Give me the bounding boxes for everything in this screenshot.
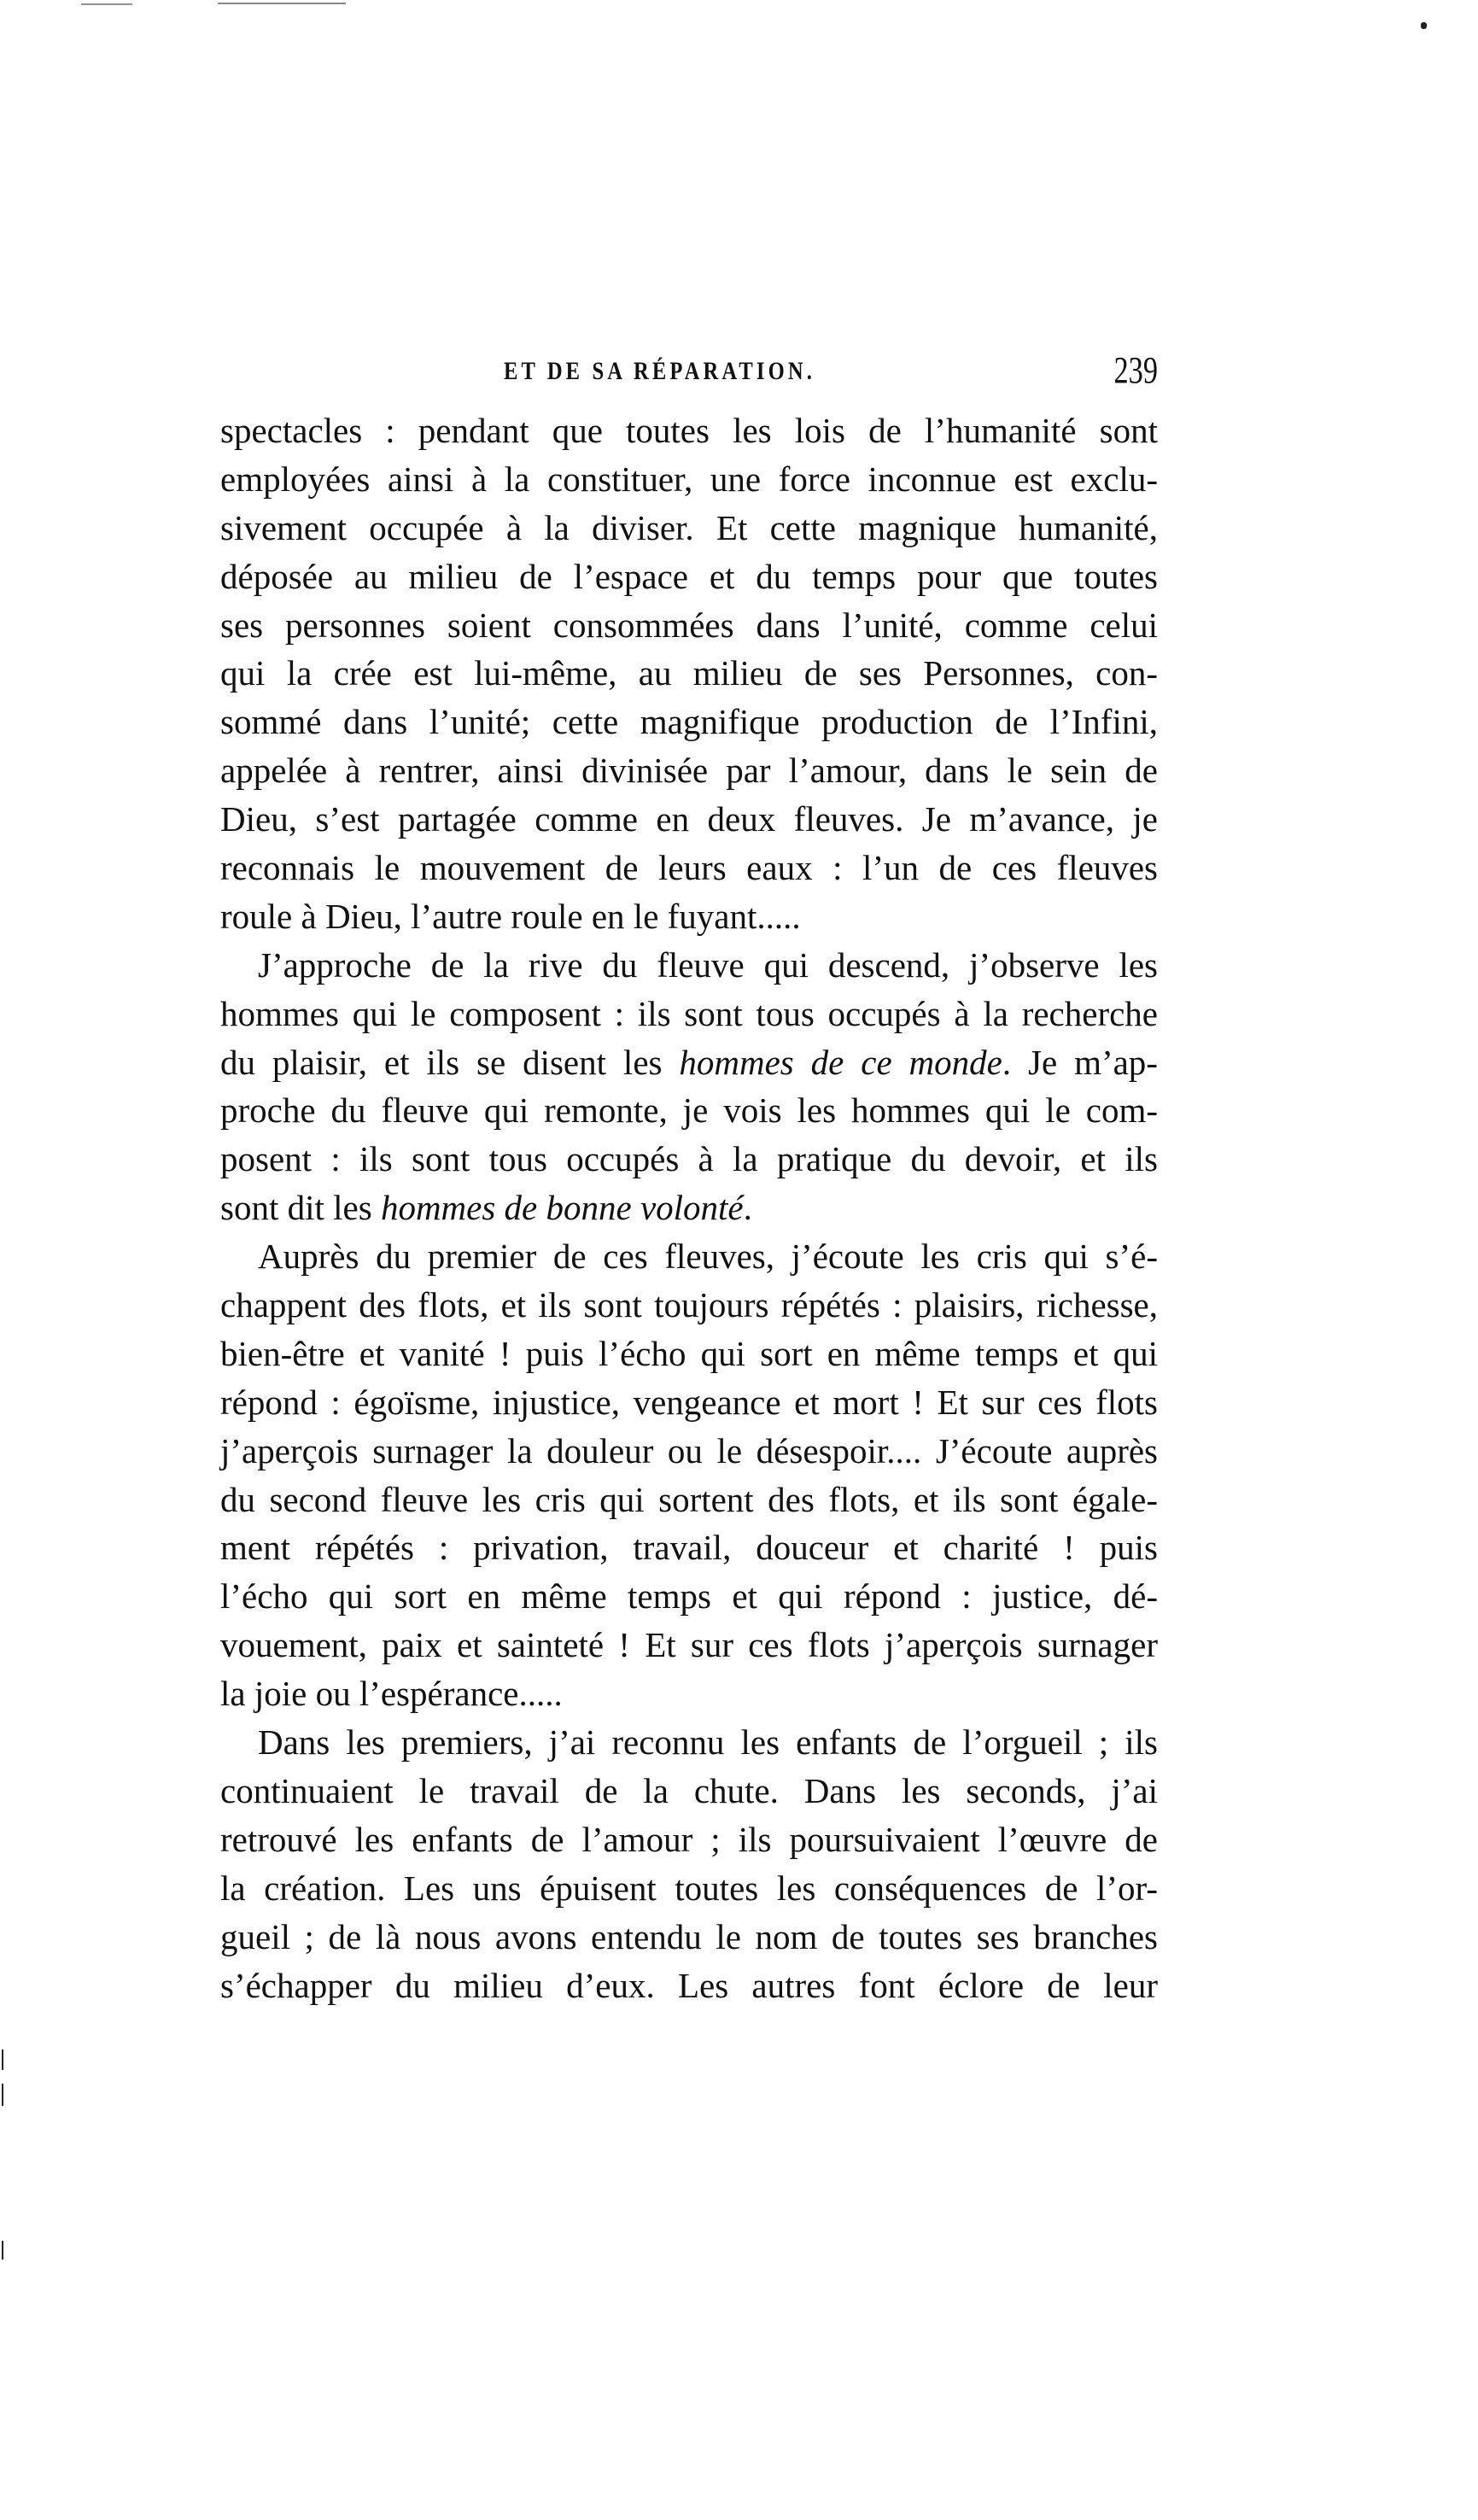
line-content: [220, 406, 1158, 455]
page-number: 239: [1113, 349, 1158, 391]
text-segment: ment répétés : privation, travail, douceur et charité ! puis: [220, 1528, 1158, 1568]
line-content: [220, 1767, 1158, 1815]
line-content: [220, 1378, 1158, 1427]
text-segment: hommes qui le composent : ils sont tous occupés à la recherche: [220, 993, 1158, 1033]
text-line: [220, 1038, 1158, 1087]
text-segment: ses personnes soient consommées dans l’unité, comme celui: [220, 605, 1158, 645]
paragraph-first-line: [220, 1232, 1158, 1281]
text-segment: l’écho qui sort en même temps et qui répond : justice, dé-: [220, 1576, 1158, 1617]
scan-mark: [2, 2049, 3, 2070]
line-content: [220, 1718, 1158, 1767]
running-header: [220, 350, 1158, 393]
line-content: [220, 1427, 1158, 1476]
line-content: [220, 504, 1158, 553]
text-line: [220, 1330, 1158, 1378]
line-content: [220, 746, 1158, 795]
text-segment: déposée au milieu de l’espace et du temps pour que toutes: [220, 556, 1158, 596]
line-content: [220, 455, 1158, 504]
text-segment: la création. Les uns épuisent toutes les conséquences de l’or-: [220, 1868, 1158, 1908]
text-segment: j’aperçois surnager la douleur ou le désespoir.... J’écoute auprès: [220, 1430, 1158, 1470]
text-segment: J’approche de la rive du fleuve qui descend, j’observe les: [258, 944, 1158, 985]
text-line: [220, 1523, 1158, 1572]
text-segment: sommé dans l’unité; cette magnifique production de l’Infini,: [220, 702, 1158, 742]
italic-phrase: hommes de ce monde: [679, 1042, 1002, 1082]
text-segment: employées ainsi à la constituer, une force inconnue est exclu-: [220, 459, 1158, 499]
line-content: [220, 1864, 1158, 1913]
line-content: [220, 990, 1158, 1038]
text-line: [220, 455, 1158, 504]
line-content: [220, 1476, 1158, 1524]
text-line: [220, 1281, 1158, 1330]
text-line: [220, 746, 1158, 795]
line-content: [220, 1038, 1158, 1087]
text-segment: chappent des flots, et ils sont toujours répétés : plaisirs, richesse,: [220, 1285, 1158, 1325]
text-segment: Dans les premiers, j’ai reconnu les enfants de l’orgueil ; ils: [258, 1722, 1158, 1763]
text-segment: du plaisir, et ils se disent les: [220, 1042, 680, 1082]
paragraph-first-line: [220, 1718, 1158, 1767]
text-segment: Dieu, s’est partagée comme en deux fleuves. Je m’avance, je: [220, 799, 1158, 839]
line-content: [220, 1669, 1158, 1718]
line-content: [220, 941, 1158, 990]
text-line: [220, 1184, 1158, 1232]
italic-phrase: hommes de bonne volonté: [380, 1188, 744, 1228]
line-content: [220, 1815, 1158, 1864]
text-line: [220, 698, 1158, 746]
text-segment: gueil ; de là nous avons entendu le nom de toutes ses branches: [220, 1916, 1158, 1956]
text-segment: proche du fleuve qui remonte, je vois les hommes qui le com-: [220, 1090, 1158, 1131]
text-segment: continuaient le travail de la chute. Dans les seconds, j’ai: [220, 1770, 1158, 1810]
line-content: [220, 698, 1158, 746]
text-line: [220, 504, 1158, 553]
line-content: [220, 601, 1158, 650]
line-content: [220, 1523, 1158, 1572]
body-text: [220, 406, 1158, 2009]
text-line: [220, 844, 1158, 892]
text-segment: .: [743, 1188, 752, 1228]
line-content: [220, 1232, 1158, 1281]
scan-mark: [2, 2084, 3, 2106]
text-segment: roule à Dieu, l’autre roule en le fuyant.....: [220, 896, 801, 936]
text-line: [220, 1476, 1158, 1524]
scan-mark: [81, 3, 132, 5]
text-segment: du second fleuve les cris qui sortent des flots, et ils sont égale-: [220, 1479, 1158, 1519]
scan-mark: [218, 3, 346, 4]
text-segment: appelée à rentrer, ainsi divinisée par l’amour, dans le sein de: [220, 751, 1158, 791]
text-line: [220, 1815, 1158, 1864]
line-content: [220, 795, 1158, 844]
line-content: [220, 1621, 1158, 1669]
line-content: [220, 1281, 1158, 1330]
line-content: [220, 1913, 1158, 1962]
line-content: [220, 1086, 1158, 1135]
text-segment: bien-être et vanité ! puis l’écho qui sort en même temps et qui: [220, 1333, 1158, 1373]
line-content: [220, 1135, 1158, 1184]
text-line: [220, 1621, 1158, 1669]
text-line: [220, 649, 1158, 698]
text-line: [220, 1086, 1158, 1135]
paragraph-first-line: [220, 941, 1158, 990]
text-segment: reconnais le mouvement de leurs eaux : l’un de ces fleuves: [220, 848, 1158, 888]
text-segment: répond : égoïsme, injustice, vengeance et mort ! Et sur ces flots: [220, 1382, 1158, 1422]
scan-mark: [2, 2241, 3, 2260]
text-segment: . Je m’ap-: [1002, 1042, 1158, 1082]
text-line: [220, 406, 1158, 455]
text-line: [220, 990, 1158, 1038]
text-segment: Auprès du premier de ces fleuves, j’écoute les cris qui s’é-: [258, 1237, 1158, 1277]
text-segment: la joie ou l’espérance.....: [220, 1674, 563, 1714]
line-content: [220, 1330, 1158, 1378]
text-segment: qui la crée est lui-même, au milieu de ses Personnes, con-: [220, 653, 1158, 693]
text-line: [220, 1572, 1158, 1621]
line-content: [220, 844, 1158, 892]
text-line: [220, 1669, 1158, 1718]
text-segment: sont dit les: [220, 1188, 381, 1228]
line-content: [220, 1184, 1158, 1232]
line-content: [220, 1572, 1158, 1621]
text-line: [220, 1427, 1158, 1476]
text-line: [220, 1135, 1158, 1184]
text-segment: s’échapper du milieu d’eux. Les autres font éclore de leur: [220, 1965, 1158, 2005]
text-segment: vouement, paix et sainteté ! Et sur ces flots j’aperçois surnager: [220, 1625, 1158, 1665]
text-segment: sivement occupée à la diviser. Et cette magnique humanité,: [220, 507, 1158, 547]
running-title: ET DE SA RÉPARATION.: [504, 357, 815, 385]
text-line: [220, 553, 1158, 601]
text-line: [220, 1378, 1158, 1427]
line-content: [220, 553, 1158, 601]
line-content: [220, 649, 1158, 698]
text-line: [220, 1962, 1158, 2010]
text-segment: posent : ils sont tous occupés à la pratique du devoir, et ils: [220, 1139, 1158, 1179]
text-line: [220, 795, 1158, 844]
text-segment: spectacles : pendant que toutes les lois de l’humanité sont: [220, 411, 1158, 450]
text-line: [220, 1767, 1158, 1815]
text-line: [220, 1864, 1158, 1913]
text-line: [220, 892, 1158, 941]
line-content: [220, 892, 1158, 941]
text-line: [220, 601, 1158, 650]
text-line: [220, 1913, 1158, 1962]
text-segment: retrouvé les enfants de l’amour ; ils poursuivaient l’œuvre de: [220, 1819, 1158, 1859]
line-content: [220, 1962, 1158, 2010]
scan-mark: [1421, 22, 1427, 29]
